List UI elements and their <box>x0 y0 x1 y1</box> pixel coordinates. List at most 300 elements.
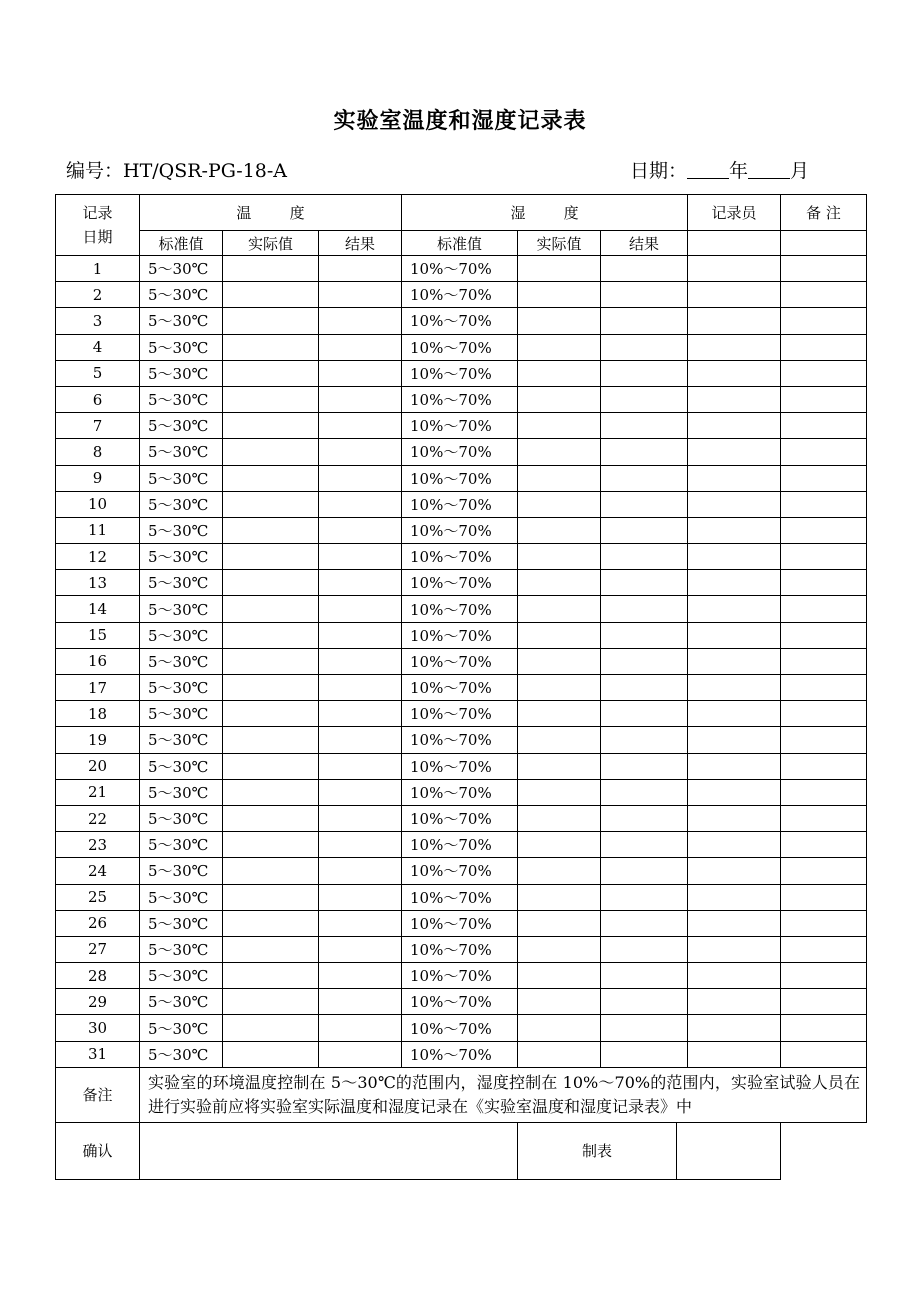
temp-standard-cell: 5～30℃ <box>140 596 223 622</box>
recorder-cell[interactable] <box>688 727 781 753</box>
recorder-cell[interactable] <box>688 360 781 386</box>
remarks-cell[interactable] <box>781 701 867 727</box>
humidity-actual-cell[interactable] <box>518 858 601 884</box>
temp-result-cell[interactable] <box>319 622 402 648</box>
day-cell: 6 <box>56 386 140 412</box>
remarks-cell[interactable] <box>781 544 867 570</box>
temp-result-cell[interactable] <box>319 517 402 543</box>
humidity-standard-cell: 10%～70% <box>402 963 518 989</box>
humidity-result-cell[interactable] <box>601 779 688 805</box>
temp-result-cell[interactable] <box>319 1041 402 1067</box>
humidity-actual-cell[interactable] <box>518 517 601 543</box>
temp-result-cell[interactable] <box>319 570 402 596</box>
humidity-actual-cell[interactable] <box>518 884 601 910</box>
day-cell: 4 <box>56 334 140 360</box>
recorder-cell[interactable] <box>688 858 781 884</box>
day-cell: 31 <box>56 1041 140 1067</box>
temp-actual-cell[interactable] <box>223 544 319 570</box>
remarks-cell[interactable] <box>781 622 867 648</box>
temp-standard-cell: 5～30℃ <box>140 544 223 570</box>
day-cell: 15 <box>56 622 140 648</box>
humidity-result-cell[interactable] <box>601 1041 688 1067</box>
humidity-actual-cell[interactable] <box>518 544 601 570</box>
humidity-actual-cell[interactable] <box>518 727 601 753</box>
humidity-result-cell[interactable] <box>601 413 688 439</box>
humidity-actual-cell[interactable] <box>518 491 601 517</box>
recorder-cell[interactable] <box>688 308 781 334</box>
day-cell: 29 <box>56 989 140 1015</box>
table-row <box>56 439 867 465</box>
table-row <box>56 675 867 701</box>
humidity-standard-cell: 10%～70% <box>402 334 518 360</box>
month-label: 月 <box>790 160 810 182</box>
temp-actual-cell[interactable] <box>223 648 319 674</box>
humidity-result-cell[interactable] <box>601 963 688 989</box>
humidity-result-cell[interactable] <box>601 1015 688 1041</box>
temp-result-cell[interactable] <box>319 936 402 962</box>
temp-result-cell[interactable] <box>319 596 402 622</box>
remarks-cell[interactable] <box>781 989 867 1015</box>
table-row <box>56 622 867 648</box>
recorder-cell[interactable] <box>688 596 781 622</box>
temp-actual-cell[interactable] <box>223 491 319 517</box>
remarks-cell[interactable] <box>781 439 867 465</box>
humidity-result-cell[interactable] <box>601 386 688 412</box>
day-cell: 17 <box>56 675 140 701</box>
temp-actual-cell[interactable] <box>223 1041 319 1067</box>
recorder-cell[interactable] <box>688 413 781 439</box>
day-cell: 25 <box>56 884 140 910</box>
humidity-result-cell[interactable] <box>601 701 688 727</box>
temp-result-cell[interactable] <box>319 1015 402 1041</box>
temp-actual-cell[interactable] <box>223 282 319 308</box>
remarks-cell[interactable] <box>781 884 867 910</box>
temp-result-cell[interactable] <box>319 727 402 753</box>
remarks-cell[interactable] <box>781 805 867 831</box>
day-cell: 18 <box>56 701 140 727</box>
remarks-cell[interactable] <box>781 779 867 805</box>
temp-standard-cell: 5～30℃ <box>140 884 223 910</box>
humidity-standard-cell: 10%～70% <box>402 596 518 622</box>
day-cell: 14 <box>56 596 140 622</box>
temp-result-cell[interactable] <box>319 989 402 1015</box>
temp-actual-cell[interactable] <box>223 832 319 858</box>
remarks-cell[interactable] <box>781 386 867 412</box>
humidity-actual-cell[interactable] <box>518 282 601 308</box>
humidity-actual-cell[interactable] <box>518 256 601 282</box>
page-title: 实验室温度和湿度记录表 <box>333 109 587 134</box>
note-text: 实验室的环境温度控制在 5～30℃的范围内，湿度控制在 10%～70%的范围内，实验室试验人员在进行实验前应将实验室实际温度和湿度记录在《实验室温度和湿度记录表》中 <box>140 1067 867 1122</box>
day-cell: 8 <box>56 439 140 465</box>
temp-actual-cell[interactable] <box>223 465 319 491</box>
table-row <box>56 936 867 962</box>
temp-actual-cell[interactable] <box>223 413 319 439</box>
humidity-actual-cell[interactable] <box>518 753 601 779</box>
humidity-actual-cell[interactable] <box>518 805 601 831</box>
day-cell: 5 <box>56 360 140 386</box>
temp-result-cell[interactable] <box>319 386 402 412</box>
table-row <box>56 753 867 779</box>
temp-standard-cell: 5～30℃ <box>140 308 223 334</box>
header-remarks-sub <box>781 231 867 256</box>
remarks-cell[interactable] <box>781 963 867 989</box>
day-cell: 20 <box>56 753 140 779</box>
temp-standard-cell: 5～30℃ <box>140 805 223 831</box>
temp-actual-cell[interactable] <box>223 858 319 884</box>
temp-standard-cell: 5～30℃ <box>140 936 223 962</box>
humidity-standard-cell: 10%～70% <box>402 544 518 570</box>
temp-actual-cell[interactable] <box>223 386 319 412</box>
table-row <box>56 648 867 674</box>
prepared-by-field[interactable] <box>677 1122 781 1179</box>
recorder-cell[interactable] <box>688 963 781 989</box>
humidity-result-cell[interactable] <box>601 648 688 674</box>
humidity-result-cell[interactable] <box>601 596 688 622</box>
temp-result-cell[interactable] <box>319 858 402 884</box>
remarks-cell[interactable] <box>781 256 867 282</box>
humidity-result-cell[interactable] <box>601 805 688 831</box>
humidity-result-cell[interactable] <box>601 910 688 936</box>
temp-standard-cell: 5～30℃ <box>140 675 223 701</box>
remarks-cell[interactable] <box>781 282 867 308</box>
temp-result-cell[interactable] <box>319 779 402 805</box>
humidity-standard-cell: 10%～70% <box>402 256 518 282</box>
temp-actual-cell[interactable] <box>223 805 319 831</box>
table-row <box>56 491 867 517</box>
temp-actual-cell[interactable] <box>223 989 319 1015</box>
temp-result-cell[interactable] <box>319 334 402 360</box>
humidity-standard-cell: 10%～70% <box>402 701 518 727</box>
humidity-result-cell[interactable] <box>601 858 688 884</box>
note-label: 备注 <box>56 1067 140 1122</box>
remarks-cell[interactable] <box>781 334 867 360</box>
temp-actual-cell[interactable] <box>223 936 319 962</box>
humidity-actual-cell[interactable] <box>518 936 601 962</box>
temp-standard-cell: 5～30℃ <box>140 779 223 805</box>
humidity-actual-cell[interactable] <box>518 334 601 360</box>
temp-actual-cell[interactable] <box>223 517 319 543</box>
temp-result-cell[interactable] <box>319 544 402 570</box>
temp-actual-cell[interactable] <box>223 622 319 648</box>
day-cell: 30 <box>56 1015 140 1041</box>
temp-actual-cell[interactable] <box>223 675 319 701</box>
temp-actual-cell[interactable] <box>223 334 319 360</box>
temp-standard-cell: 5～30℃ <box>140 413 223 439</box>
temp-result-cell[interactable] <box>319 308 402 334</box>
document-number: 编号：HT/QSR-PG-18-A <box>66 160 288 182</box>
humidity-result-cell[interactable] <box>601 675 688 701</box>
table-row <box>56 989 867 1015</box>
humidity-actual-cell[interactable] <box>518 360 601 386</box>
recorder-cell[interactable] <box>688 648 781 674</box>
humidity-result-cell[interactable] <box>601 622 688 648</box>
table-row <box>56 308 867 334</box>
humidity-actual-cell[interactable] <box>518 1015 601 1041</box>
recorder-cell[interactable] <box>688 910 781 936</box>
humidity-actual-cell[interactable] <box>518 596 601 622</box>
header-recorder-sub <box>688 231 781 256</box>
day-cell: 13 <box>56 570 140 596</box>
humidity-result-cell[interactable] <box>601 360 688 386</box>
humidity-result-cell[interactable] <box>601 544 688 570</box>
header-humidity-standard: 标准值 <box>402 231 518 256</box>
recorder-cell[interactable] <box>688 439 781 465</box>
temp-result-cell[interactable] <box>319 439 402 465</box>
temp-standard-cell: 5～30℃ <box>140 517 223 543</box>
header-recorder: 记录员 <box>688 195 781 231</box>
remarks-cell[interactable] <box>781 1041 867 1067</box>
recorder-cell[interactable] <box>688 832 781 858</box>
temp-actual-cell[interactable] <box>223 884 319 910</box>
recorder-cell[interactable] <box>688 465 781 491</box>
humidity-result-cell[interactable] <box>601 282 688 308</box>
remarks-cell[interactable] <box>781 596 867 622</box>
recorder-cell[interactable] <box>688 989 781 1015</box>
humidity-result-cell[interactable] <box>601 570 688 596</box>
header-humidity: 湿 度 <box>402 195 688 231</box>
day-cell: 11 <box>56 517 140 543</box>
humidity-standard-cell: 10%～70% <box>402 910 518 936</box>
year-label: 年 <box>729 160 749 182</box>
table-row <box>56 858 867 884</box>
remarks-cell[interactable] <box>781 753 867 779</box>
temp-actual-cell[interactable] <box>223 308 319 334</box>
day-cell: 1 <box>56 256 140 282</box>
humidity-result-cell[interactable] <box>601 936 688 962</box>
humidity-standard-cell: 10%～70% <box>402 753 518 779</box>
temp-result-cell[interactable] <box>319 360 402 386</box>
recorder-cell[interactable] <box>688 675 781 701</box>
remarks-cell[interactable] <box>781 910 867 936</box>
humidity-standard-cell: 10%～70% <box>402 386 518 412</box>
humidity-actual-cell[interactable] <box>518 648 601 674</box>
remarks-cell[interactable] <box>781 727 867 753</box>
humidity-standard-cell: 10%～70% <box>402 832 518 858</box>
humidity-result-cell[interactable] <box>601 334 688 360</box>
humidity-standard-cell: 10%～70% <box>402 491 518 517</box>
remarks-cell[interactable] <box>781 1015 867 1041</box>
confirm-label: 确认 <box>56 1122 140 1179</box>
recorder-cell[interactable] <box>688 491 781 517</box>
day-cell: 23 <box>56 832 140 858</box>
temp-result-cell[interactable] <box>319 413 402 439</box>
temp-actual-cell[interactable] <box>223 1015 319 1041</box>
humidity-result-cell[interactable] <box>601 256 688 282</box>
recorder-cell[interactable] <box>688 1015 781 1041</box>
recorder-cell[interactable] <box>688 570 781 596</box>
confirm-field[interactable] <box>140 1122 518 1179</box>
recorder-cell[interactable] <box>688 753 781 779</box>
remarks-cell[interactable] <box>781 413 867 439</box>
table-row <box>56 963 867 989</box>
remarks-cell[interactable] <box>781 308 867 334</box>
temp-actual-cell[interactable] <box>223 570 319 596</box>
humidity-actual-cell[interactable] <box>518 910 601 936</box>
humidity-actual-cell[interactable] <box>518 675 601 701</box>
table-row <box>56 727 867 753</box>
table-row <box>56 779 867 805</box>
humidity-actual-cell[interactable] <box>518 308 601 334</box>
humidity-actual-cell[interactable] <box>518 386 601 412</box>
remarks-cell[interactable] <box>781 858 867 884</box>
humidity-standard-cell: 10%～70% <box>402 779 518 805</box>
recorder-cell[interactable] <box>688 386 781 412</box>
temp-standard-cell: 5～30℃ <box>140 282 223 308</box>
temp-actual-cell[interactable] <box>223 753 319 779</box>
humidity-standard-cell: 10%～70% <box>402 1015 518 1041</box>
humidity-standard-cell: 10%～70% <box>402 1041 518 1067</box>
temp-standard-cell: 5～30℃ <box>140 858 223 884</box>
day-cell: 2 <box>56 282 140 308</box>
humidity-actual-cell[interactable] <box>518 701 601 727</box>
temp-result-cell[interactable] <box>319 963 402 989</box>
temp-actual-cell[interactable] <box>223 963 319 989</box>
recorder-cell[interactable] <box>688 622 781 648</box>
humidity-result-cell[interactable] <box>601 832 688 858</box>
remarks-cell[interactable] <box>781 648 867 674</box>
recorder-cell[interactable] <box>688 334 781 360</box>
recorder-cell[interactable] <box>688 256 781 282</box>
humidity-actual-cell[interactable] <box>518 413 601 439</box>
temp-result-cell[interactable] <box>319 282 402 308</box>
temp-result-cell[interactable] <box>319 465 402 491</box>
temp-actual-cell[interactable] <box>223 910 319 936</box>
temp-standard-cell: 5～30℃ <box>140 386 223 412</box>
humidity-standard-cell: 10%～70% <box>402 805 518 831</box>
recorder-cell[interactable] <box>688 805 781 831</box>
remarks-cell[interactable] <box>781 832 867 858</box>
temp-result-cell[interactable] <box>319 910 402 936</box>
humidity-result-cell[interactable] <box>601 727 688 753</box>
humidity-actual-cell[interactable] <box>518 832 601 858</box>
temp-actual-cell[interactable] <box>223 779 319 805</box>
humidity-result-cell[interactable] <box>601 517 688 543</box>
temp-actual-cell[interactable] <box>223 596 319 622</box>
temp-result-cell[interactable] <box>319 753 402 779</box>
humidity-result-cell[interactable] <box>601 989 688 1015</box>
temp-actual-cell[interactable] <box>223 439 319 465</box>
temp-standard-cell: 5～30℃ <box>140 832 223 858</box>
temp-result-cell[interactable] <box>319 701 402 727</box>
table-row <box>56 701 867 727</box>
recorder-cell[interactable] <box>688 779 781 805</box>
temp-standard-cell: 5～30℃ <box>140 360 223 386</box>
month-blank[interactable] <box>748 160 790 179</box>
temp-standard-cell: 5～30℃ <box>140 1041 223 1067</box>
remarks-cell[interactable] <box>781 570 867 596</box>
humidity-result-cell[interactable] <box>601 465 688 491</box>
humidity-actual-cell[interactable] <box>518 1041 601 1067</box>
humidity-actual-cell[interactable] <box>518 779 601 805</box>
recorder-cell[interactable] <box>688 517 781 543</box>
humidity-result-cell[interactable] <box>601 308 688 334</box>
day-cell: 22 <box>56 805 140 831</box>
humidity-standard-cell: 10%～70% <box>402 675 518 701</box>
recorder-cell[interactable] <box>688 884 781 910</box>
table-row <box>56 832 867 858</box>
table-row <box>56 282 867 308</box>
temp-result-cell[interactable] <box>319 805 402 831</box>
remarks-cell[interactable] <box>781 936 867 962</box>
year-blank[interactable] <box>687 160 729 179</box>
temp-result-cell[interactable] <box>319 675 402 701</box>
humidity-actual-cell[interactable] <box>518 989 601 1015</box>
day-cell: 10 <box>56 491 140 517</box>
temp-actual-cell[interactable] <box>223 360 319 386</box>
table-row <box>56 1041 867 1067</box>
humidity-actual-cell[interactable] <box>518 622 601 648</box>
recorder-cell[interactable] <box>688 1041 781 1067</box>
temp-result-cell[interactable] <box>319 648 402 674</box>
humidity-result-cell[interactable] <box>601 491 688 517</box>
header-temp-actual: 实际值 <box>223 231 319 256</box>
remarks-cell[interactable] <box>781 675 867 701</box>
day-cell: 19 <box>56 727 140 753</box>
header-humidity-result: 结果 <box>601 231 688 256</box>
humidity-actual-cell[interactable] <box>518 963 601 989</box>
day-cell: 24 <box>56 858 140 884</box>
humidity-standard-cell: 10%～70% <box>402 517 518 543</box>
recorder-cell[interactable] <box>688 701 781 727</box>
humidity-standard-cell: 10%～70% <box>402 858 518 884</box>
table-row <box>56 413 867 439</box>
recorder-cell[interactable] <box>688 282 781 308</box>
recorder-cell[interactable] <box>688 936 781 962</box>
humidity-result-cell[interactable] <box>601 439 688 465</box>
temp-result-cell[interactable] <box>319 832 402 858</box>
humidity-actual-cell[interactable] <box>518 570 601 596</box>
date-field <box>630 156 809 183</box>
humidity-result-cell[interactable] <box>601 753 688 779</box>
remarks-cell[interactable] <box>781 491 867 517</box>
header-record-date: 记录 日期 <box>56 195 140 256</box>
humidity-result-cell[interactable] <box>601 884 688 910</box>
recorder-cell[interactable] <box>688 544 781 570</box>
prepared-by-label: 制表 <box>518 1122 677 1179</box>
table-row <box>56 360 867 386</box>
remarks-cell[interactable] <box>781 517 867 543</box>
remarks-cell[interactable] <box>781 360 867 386</box>
header-temperature: 温 度 <box>140 195 402 231</box>
day-cell: 27 <box>56 936 140 962</box>
note-row <box>56 1067 867 1122</box>
table-row <box>56 570 867 596</box>
header-temp-standard: 标准值 <box>140 231 223 256</box>
table-row <box>56 334 867 360</box>
remarks-cell[interactable] <box>781 465 867 491</box>
temp-result-cell[interactable] <box>319 256 402 282</box>
temp-actual-cell[interactable] <box>223 701 319 727</box>
temp-standard-cell: 5～30℃ <box>140 622 223 648</box>
humidity-actual-cell[interactable] <box>518 465 601 491</box>
temp-result-cell[interactable] <box>319 884 402 910</box>
table-row <box>56 517 867 543</box>
header-temp-result: 结果 <box>319 231 402 256</box>
day-cell: 3 <box>56 308 140 334</box>
temp-actual-cell[interactable] <box>223 256 319 282</box>
temp-actual-cell[interactable] <box>223 727 319 753</box>
humidity-standard-cell: 10%～70% <box>402 727 518 753</box>
record-table <box>55 194 867 1180</box>
temp-standard-cell: 5～30℃ <box>140 989 223 1015</box>
day-cell: 12 <box>56 544 140 570</box>
table-row <box>56 465 867 491</box>
temp-result-cell[interactable] <box>319 491 402 517</box>
temp-standard-cell: 5～30℃ <box>140 439 223 465</box>
temp-standard-cell: 5～30℃ <box>140 465 223 491</box>
day-cell: 21 <box>56 779 140 805</box>
humidity-actual-cell[interactable] <box>518 439 601 465</box>
